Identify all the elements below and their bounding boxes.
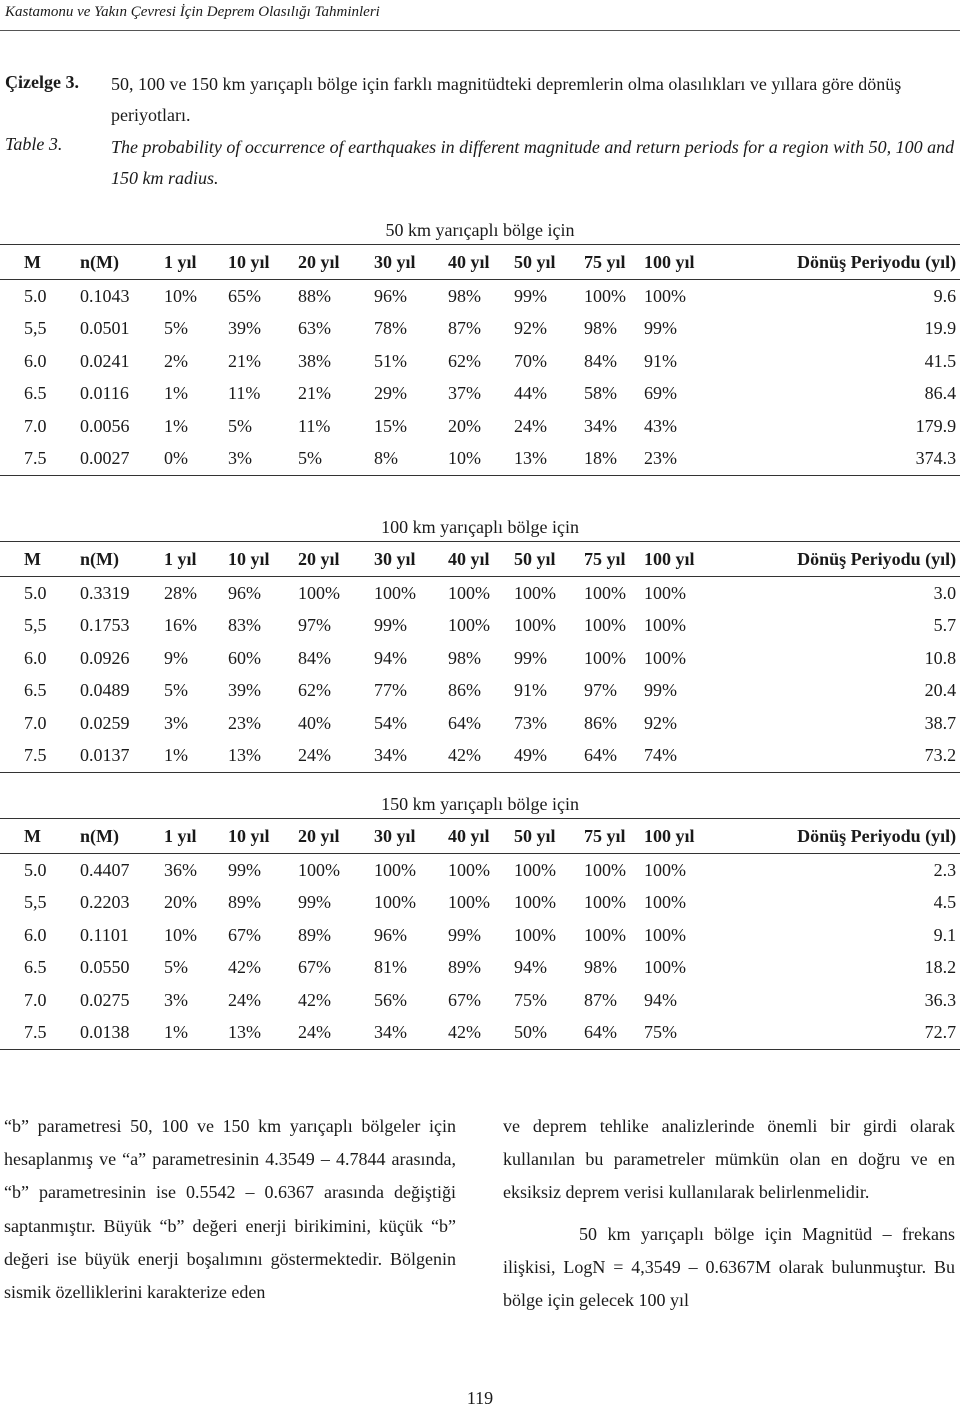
table-cell: 84% [584, 350, 617, 371]
column-header: n(M) [80, 245, 164, 280]
table-cell: 86.4 [924, 383, 957, 404]
table-cell: 23% [644, 443, 718, 476]
table-cell: 42% [448, 740, 514, 773]
column-header: M [0, 819, 80, 854]
table-cell: 51% [374, 350, 407, 371]
table-cell: 91% [644, 350, 677, 371]
column-header: M [0, 245, 80, 280]
table-cell: 5% [228, 415, 252, 436]
table-cell: 7.5 [0, 1017, 80, 1050]
body-paragraph: “b” parametresi 50, 100 ve 150 km yarıçaplı bölgeler için hesaplanmış ve “a” parametresinin 4.3549 – 4.7844 arasında, “b” parametresinin ise 0.5542 – 0.6367 arasında değiştiği saptanmıştır. Büyük “b” değeri enerji birikimini, küçük “b” değeri ise büyük enerji boşalımını göstermektedir. Bölgenin sismik özelliklerini karakterize eden [4, 1116, 456, 1303]
table-row [0, 984, 960, 1017]
table-cell: 9.6 [933, 285, 957, 306]
table-cell: 4.5 [933, 892, 957, 913]
column-header: Dönüş Periyodu (yıl) [718, 819, 960, 854]
column-header: 10 yıl [228, 542, 298, 577]
table-cell: 7.5 [0, 443, 80, 476]
table-cell: 0.0241 [80, 350, 130, 371]
table-cell: 69% [644, 383, 677, 404]
table-cell: 83% [228, 615, 261, 636]
table-row [0, 313, 960, 346]
table-cell: 58% [584, 383, 617, 404]
column-header: 30 yıl [374, 245, 448, 280]
table-cell: 2.3 [933, 859, 957, 880]
table-cell: 179.9 [915, 415, 957, 436]
table-cell: 34% [584, 415, 617, 436]
table-cell: 3.0 [933, 582, 957, 603]
table-cell: 0.0116 [80, 383, 129, 404]
table-cell: 6.5 [24, 680, 47, 701]
column-header: 50 yıl [514, 245, 584, 280]
body-column-left [4, 1110, 456, 1309]
table-cell: 24% [298, 740, 374, 773]
table-title: 100 km yarıçaplı bölge için [381, 517, 580, 537]
table-header-row [0, 542, 960, 577]
table-cell: 64% [448, 712, 481, 733]
table-cell: 23% [228, 712, 261, 733]
table-cell: 100% [584, 647, 626, 668]
table-cell: 60% [228, 647, 261, 668]
table-cell: 100% [514, 615, 556, 636]
table-cell: 97% [298, 615, 331, 636]
table-cell: 100% [644, 285, 686, 306]
table-cell: 63% [298, 318, 331, 339]
column-header: 30 yıl [374, 819, 448, 854]
table-cell: 5.0 [24, 859, 47, 880]
table-cell: 100% [584, 892, 626, 913]
table-row [0, 707, 960, 740]
table-cell: 9% [164, 647, 188, 668]
table-cell: 20.4 [924, 680, 957, 701]
table-row [0, 378, 960, 411]
table-cell: 89% [228, 892, 261, 913]
table-cell: 94% [644, 989, 677, 1010]
table-cell: 99% [644, 318, 677, 339]
table-cell: 72.7 [718, 1017, 960, 1050]
table-cell: 100% [374, 859, 416, 880]
table-cell: 86% [448, 680, 481, 701]
table-cell: 98% [584, 318, 617, 339]
table-cell: 0.0501 [80, 318, 130, 339]
table-cell: 19.9 [924, 318, 957, 339]
table-cell: 100% [374, 892, 416, 913]
table-row [0, 919, 960, 952]
table-cell: 7.5 [0, 740, 80, 773]
table-cell: 100% [514, 859, 556, 880]
table-cell: 73.2 [718, 740, 960, 773]
table-cell: 0.0550 [80, 957, 130, 978]
column-header: 30 yıl [374, 542, 448, 577]
table-cell: 42% [448, 1017, 514, 1050]
table-cell: 1% [164, 383, 188, 404]
table-cell: 36.3 [924, 989, 957, 1010]
table-cell: 0.1753 [80, 615, 130, 636]
table-cell: 13% [228, 740, 298, 773]
table-cell: 56% [374, 989, 407, 1010]
table-cell: 44% [514, 383, 547, 404]
table-cell: 70% [514, 350, 547, 371]
table-100km [0, 499, 960, 773]
table-cell: 16% [164, 615, 197, 636]
table-cell: 99% [448, 924, 481, 945]
table-cell: 8% [374, 443, 448, 476]
table-cell: 94% [374, 647, 407, 668]
table-cell: 62% [448, 350, 481, 371]
table-cell: 100% [644, 582, 686, 603]
table-cell: 21% [298, 383, 331, 404]
column-header: Dönüş Periyodu (yıl) [718, 245, 960, 280]
table-cell: 1% [164, 1017, 228, 1050]
table-row [0, 952, 960, 985]
table-cell: 67% [448, 989, 481, 1010]
table-cell: 38.7 [924, 712, 957, 733]
table-cell: 100% [644, 892, 686, 913]
body-column-right [503, 1110, 955, 1317]
table-cell: 7.0 [24, 989, 47, 1010]
table-row [0, 280, 960, 313]
table-cell: 28% [164, 582, 197, 603]
table-cell: 41.5 [924, 350, 957, 371]
table-header-row [0, 819, 960, 854]
table-title: 50 km yarıçaplı bölge için [385, 220, 575, 240]
table-cell: 5.0 [24, 582, 47, 603]
caption-en-label: Table 3. [5, 134, 63, 154]
table-cell: 99% [374, 615, 407, 636]
table-cell: 100% [584, 859, 626, 880]
column-header: 100 yıl [644, 542, 718, 577]
column-header: 20 yıl [298, 542, 374, 577]
table-cell: 1% [164, 415, 188, 436]
table-cell: 39% [228, 318, 261, 339]
table-cell: 100% [644, 924, 686, 945]
table-cell: 6.5 [24, 957, 47, 978]
column-header: 10 yıl [228, 245, 298, 280]
column-header: 50 yıl [514, 542, 584, 577]
column-header: 40 yıl [448, 819, 514, 854]
table-cell: 50% [514, 1017, 584, 1050]
table-cell: 64% [584, 1017, 644, 1050]
column-header: 1 yıl [164, 542, 228, 577]
table-cell: 36% [164, 859, 197, 880]
table-cell: 10% [448, 443, 514, 476]
caption-tr-label: Çizelge 3. [5, 72, 79, 92]
table-cell: 0.4407 [80, 859, 130, 880]
table-cell: 42% [228, 957, 261, 978]
table-cell: 100% [448, 892, 490, 913]
table-cell: 13% [228, 1017, 298, 1050]
table-cell: 100% [448, 582, 490, 603]
table-cell: 77% [374, 680, 407, 701]
table-cell: 37% [448, 383, 481, 404]
table-cell: 100% [644, 647, 686, 668]
table-cell: 100% [644, 957, 686, 978]
table-cell: 34% [374, 740, 448, 773]
table-cell: 39% [228, 680, 261, 701]
column-header: 75 yıl [584, 819, 644, 854]
table-cell: 18.2 [924, 957, 957, 978]
table-cell: 5% [164, 680, 188, 701]
table-cell: 87% [584, 989, 617, 1010]
table-cell: 100% [514, 892, 556, 913]
table-cell: 42% [298, 989, 331, 1010]
body-paragraph: ve deprem tehlike analizlerinde önemli bir girdi olarak kullanılan bu parametreler mümkün olan en doğru ve en eksiksiz deprem verisi kullanılarak belirlenmelidir. [503, 1116, 955, 1203]
table-cell: 21% [228, 350, 261, 371]
table-cell: 24% [228, 989, 261, 1010]
table-title: 150 km yarıçaplı bölge için [381, 794, 580, 814]
table-cell: 74% [644, 740, 718, 773]
table-cell: 100% [584, 285, 626, 306]
column-header: 20 yıl [298, 819, 374, 854]
table-cell: 0.2203 [80, 892, 130, 913]
table-cell: 5.7 [933, 615, 957, 636]
table-cell: 43% [644, 415, 677, 436]
table-cell: 100% [514, 582, 556, 603]
column-header: 50 yıl [514, 819, 584, 854]
table-row [0, 675, 960, 708]
table-cell: 99% [228, 859, 261, 880]
column-header: n(M) [80, 542, 164, 577]
column-header: 75 yıl [584, 542, 644, 577]
table-cell: 87% [448, 318, 481, 339]
table-cell: 75% [514, 989, 547, 1010]
table-cell: 5,5 [24, 615, 47, 636]
column-header: 100 yıl [644, 819, 718, 854]
table-cell: 75% [644, 1017, 718, 1050]
table-cell: 0% [164, 443, 228, 476]
table-cell: 5.0 [24, 285, 47, 306]
table-cell: 100% [514, 924, 556, 945]
table-cell: 0.0489 [80, 680, 130, 701]
body-paragraph: 50 km yarıçaplı bölge için Magnitüd – frekans ilişkisi, LogN = 4,3549 – 0.6367M olarak bulunmuştur. Bu bölge için gelecek 100 yıl [503, 1223, 955, 1311]
table-cell: 64% [584, 740, 644, 773]
table-cell: 100% [644, 859, 686, 880]
table-cell: 0.0926 [80, 647, 130, 668]
table-cell: 96% [374, 285, 407, 306]
table-row [0, 1017, 960, 1050]
table-cell: 0.3319 [80, 582, 130, 603]
table-50km [0, 202, 960, 476]
table-cell: 3% [228, 443, 298, 476]
table-cell: 54% [374, 712, 407, 733]
column-header: 100 yıl [644, 245, 718, 280]
column-header: 1 yıl [164, 245, 228, 280]
table-cell: 91% [514, 680, 547, 701]
table-cell: 89% [448, 957, 481, 978]
page-number: 119 [466, 1388, 494, 1408]
table-cell: 6.5 [24, 383, 47, 404]
table-cell: 10.8 [924, 647, 957, 668]
table-cell: 5,5 [24, 318, 47, 339]
table-cell: 65% [228, 285, 261, 306]
table-150km [0, 776, 960, 1050]
table-cell: 94% [514, 957, 547, 978]
column-header: 40 yıl [448, 542, 514, 577]
table-row [0, 887, 960, 920]
table-cell: 100% [374, 582, 416, 603]
table-cell: 11% [228, 383, 261, 404]
table-cell: 34% [374, 1017, 448, 1050]
column-header: Dönüş Periyodu (yıl) [718, 542, 960, 577]
table-cell: 0.1101 [80, 924, 129, 945]
table-cell: 98% [448, 647, 481, 668]
table-cell: 67% [298, 957, 331, 978]
table-cell: 86% [584, 712, 617, 733]
table-cell: 5% [298, 443, 374, 476]
table-cell: 3% [164, 989, 188, 1010]
table-cell: 78% [374, 318, 407, 339]
table-row [0, 577, 960, 610]
table-cell: 0.0259 [80, 712, 130, 733]
table-cell: 100% [644, 615, 686, 636]
table-cell: 2% [164, 350, 188, 371]
table-cell: 6.0 [24, 350, 47, 371]
column-header: 20 yıl [298, 245, 374, 280]
table-cell: 9.1 [933, 924, 957, 945]
table-cell: 98% [448, 285, 481, 306]
table-row [0, 410, 960, 443]
table-cell: 24% [298, 1017, 374, 1050]
table-cell: 15% [374, 415, 407, 436]
column-header: 75 yıl [584, 245, 644, 280]
table-cell: 49% [514, 740, 584, 773]
table-cell: 20% [164, 892, 197, 913]
table-cell: 29% [374, 383, 407, 404]
table-cell: 92% [514, 318, 547, 339]
table-cell: 5% [164, 318, 188, 339]
table-cell: 97% [584, 680, 617, 701]
table-cell: 10% [164, 285, 197, 306]
table-row [0, 345, 960, 378]
table-cell: 1% [164, 740, 228, 773]
column-header: 1 yıl [164, 819, 228, 854]
caption-tr-text: 50, 100 ve 150 km yarıçaplı bölge için farklı magnitüdteki depremlerin olma olasılıkları ve yıllara göre dönüş periyotları. [111, 74, 902, 125]
header-divider [0, 30, 960, 31]
column-header: 10 yıl [228, 819, 298, 854]
table-cell: 0.0138 [80, 1017, 164, 1050]
table-cell: 6.0 [24, 924, 47, 945]
table-cell: 7.0 [24, 712, 47, 733]
table-cell: 3% [164, 712, 188, 733]
table-cell: 96% [374, 924, 407, 945]
table-cell: 84% [298, 647, 331, 668]
table-cell: 6.0 [24, 647, 47, 668]
table-cell: 18% [584, 443, 644, 476]
table-cell: 99% [298, 892, 331, 913]
table-cell: 73% [514, 712, 547, 733]
column-header: M [0, 542, 80, 577]
column-header: n(M) [80, 819, 164, 854]
table-cell: 100% [584, 615, 626, 636]
table-cell: 5,5 [24, 892, 47, 913]
table-cell: 99% [644, 680, 677, 701]
table-cell: 99% [514, 285, 547, 306]
table-cell: 0.0275 [80, 989, 130, 1010]
table-cell: 98% [584, 957, 617, 978]
table-cell: 11% [298, 415, 331, 436]
table-row [0, 443, 960, 476]
table-cell: 88% [298, 285, 331, 306]
table-row [0, 854, 960, 887]
table-cell: 13% [514, 443, 584, 476]
table-cell: 100% [298, 859, 340, 880]
table-cell: 67% [228, 924, 261, 945]
table-cell: 7.0 [24, 415, 47, 436]
table-cell: 100% [584, 924, 626, 945]
table-cell: 0.0027 [80, 443, 164, 476]
table-cell: 0.1043 [80, 285, 130, 306]
table-row [0, 740, 960, 773]
table-cell: 10% [164, 924, 197, 945]
table-cell: 0.0137 [80, 740, 164, 773]
table-cell: 89% [298, 924, 331, 945]
table-cell: 100% [448, 615, 490, 636]
table-cell: 40% [298, 712, 331, 733]
table-cell: 24% [514, 415, 547, 436]
table-cell: 38% [298, 350, 331, 371]
table-cell: 20% [448, 415, 481, 436]
table-cell: 100% [448, 859, 490, 880]
table-cell: 374.3 [718, 443, 960, 476]
caption-en-text: The probability of occurrence of earthquakes in different magnitude and return periods for a region with 50, 100 and 150 km radius. [111, 137, 955, 188]
table-cell: 99% [514, 647, 547, 668]
table-row [0, 610, 960, 643]
table-header-row [0, 245, 960, 280]
column-header: 40 yıl [448, 245, 514, 280]
table-cell: 100% [298, 582, 340, 603]
table-cell: 5% [164, 957, 188, 978]
table-cell: 96% [228, 582, 261, 603]
table-cell: 100% [584, 582, 626, 603]
table-cell: 62% [298, 680, 331, 701]
table-cell: 0.0056 [80, 415, 130, 436]
table-row [0, 642, 960, 675]
table-cell: 81% [374, 957, 407, 978]
running-header-title: Kastamonu ve Yakın Çevresi İçin Deprem Olasılığı Tahminleri [5, 4, 380, 20]
table-cell: 92% [644, 712, 677, 733]
